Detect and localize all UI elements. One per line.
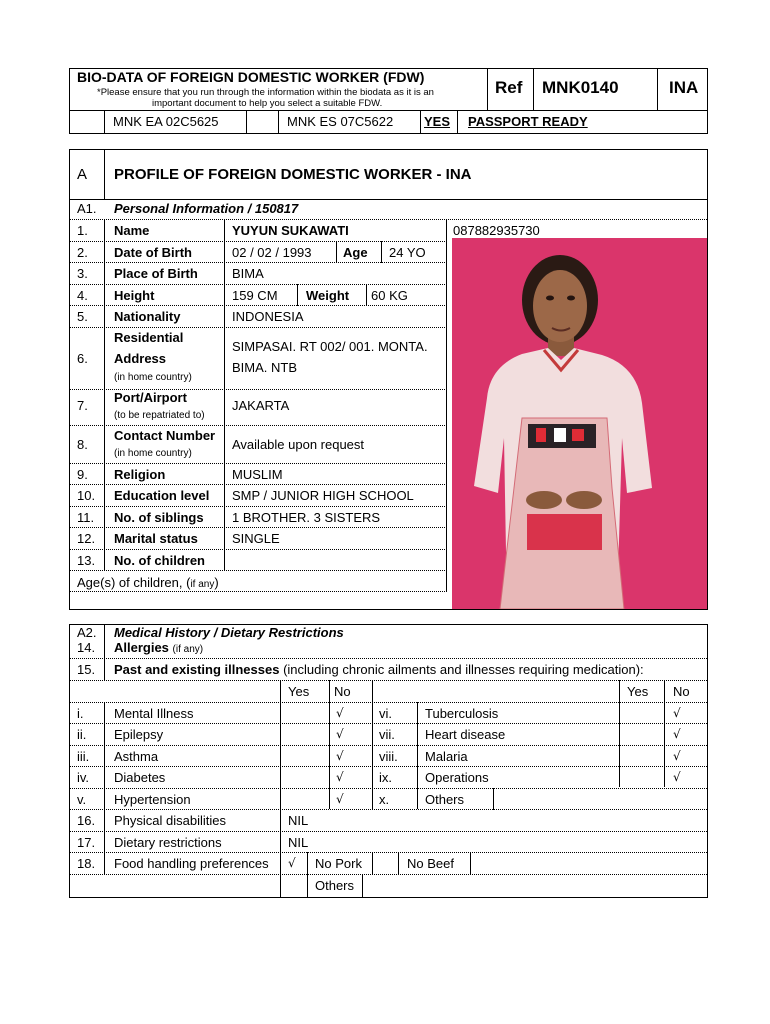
address-line1: SIMPASAI. RT 002/ 001. MONTA. [232, 339, 428, 354]
allergies-label: Allergies (if any) [114, 640, 204, 655]
illness-num: iv. [77, 770, 90, 785]
port-value: JAKARTA [232, 398, 290, 413]
row-num: 11. [77, 510, 95, 525]
marital-value: SINGLE [232, 531, 280, 546]
row-num: 1. [77, 223, 88, 238]
row-num: 12. [77, 531, 96, 546]
illness-num: viii. [379, 749, 398, 764]
illness-num: i. [77, 706, 84, 721]
check-mark: √ [673, 770, 681, 784]
row-label: Date of Birth [114, 245, 192, 260]
siblings-value: 1 BROTHER. 3 SISTERS [232, 510, 381, 525]
row-label: Dietary restrictions [114, 835, 222, 850]
row-num: 10. [77, 488, 96, 503]
birthplace-value: BIMA [232, 266, 264, 281]
row-num: 5. [77, 309, 88, 324]
age-label: Age [343, 245, 368, 260]
check-mark: √ [336, 727, 344, 741]
illness-num: v. [77, 792, 87, 807]
passport-status: PASSPORT READY [468, 114, 588, 129]
mnk-es-number: MNK ES 07C5622 [287, 114, 394, 129]
dob-value: 02 / 02 / 1993 [232, 245, 312, 260]
row-num: 4. [77, 288, 88, 303]
disabilities-value: NIL [288, 813, 309, 828]
ref-label: Ref [495, 78, 523, 97]
illness-name: Hypertension [114, 792, 191, 807]
row-label: Nationality [114, 309, 181, 324]
row-label: Food handling preferences [114, 856, 269, 871]
illness-name: Tuberculosis [425, 706, 499, 721]
phone-number: 087882935730 [453, 223, 540, 238]
check-mark: √ [673, 727, 681, 741]
address-line2: BIMA. NTB [232, 360, 298, 375]
illness-name: Epilepsy [114, 727, 164, 742]
row-label: Port/Airport [114, 390, 187, 405]
illness-num: iii. [77, 749, 90, 764]
no-header-right: No [673, 684, 690, 699]
no-pork-option: No Pork [315, 856, 362, 871]
worker-name: YUYUN SUKAWATI [232, 223, 349, 238]
allergies-num: 14. [77, 640, 96, 655]
illness-num: vii. [379, 727, 395, 742]
row-label: Religion [114, 467, 166, 482]
personal-num: A1. [77, 201, 97, 216]
row-num: 6. [77, 351, 88, 366]
row-label-2: Address [114, 351, 167, 366]
form-title: BIO-DATA OF FOREIGN DOMESTIC WORKER (FDW) [77, 69, 425, 85]
illness-name: Malaria [425, 749, 468, 764]
check-mark: √ [336, 792, 344, 806]
row-num: 3. [77, 266, 88, 281]
row-label: No. of siblings [114, 510, 204, 525]
check-mark: √ [673, 706, 681, 720]
row-note: (in home country) [114, 448, 192, 459]
illness-name: Operations [425, 770, 489, 785]
row-num: 8. [77, 437, 88, 452]
row-num: 7. [77, 398, 88, 413]
row-label: No. of children [114, 553, 205, 568]
illness-name: Mental Illness [114, 706, 194, 721]
mnk-ea-number: MNK EA 02C5625 [113, 114, 219, 129]
row-label: Name [114, 223, 150, 238]
row-note: (in home country) [114, 372, 192, 383]
section-letter: A [77, 166, 88, 183]
illness-num: ix. [379, 770, 392, 785]
check-mark: √ [336, 706, 344, 720]
row-num: 13. [77, 553, 96, 568]
yes-mark: YES [424, 114, 451, 129]
no-beef-option: No Beef [407, 856, 454, 871]
illness-num: 15. [77, 662, 96, 677]
no-header-left: No [334, 684, 351, 699]
form-note-line2: important document to help you select a suitable FDW. [152, 98, 383, 109]
personal-heading: Personal Information / 150817 [114, 201, 299, 216]
ref-value: MNK0140 [542, 78, 619, 97]
nationality-code: INA [669, 78, 699, 97]
illness-num: x. [379, 792, 390, 807]
yes-header-left: Yes [288, 684, 310, 699]
illness-name: Diabetes [114, 770, 166, 785]
illness-label: Past and existing illnesses (including chronic ailments and illnesses requiring medication): [114, 662, 644, 677]
row-num: 18. [77, 856, 96, 871]
check-mark: √ [673, 749, 681, 763]
height-value: 159 CM [232, 288, 278, 303]
row-note: (to be repatriated to) [114, 410, 205, 421]
row-label: Height [114, 288, 155, 303]
others-option: Others [315, 878, 355, 893]
photo-apron-pocket [527, 514, 602, 550]
row-label: Marital status [114, 531, 198, 546]
row-num: 16. [77, 813, 96, 828]
dietary-value: NIL [288, 835, 309, 850]
medical-num: A2. [77, 625, 97, 640]
section-title: PROFILE OF FOREIGN DOMESTIC WORKER - INA [114, 166, 472, 183]
row-label: Physical disabilities [114, 813, 226, 828]
check-mark: √ [336, 770, 344, 784]
nationality-value: INDONESIA [232, 309, 304, 324]
illness-name: Heart disease [425, 727, 506, 742]
row-label: Education level [114, 488, 210, 503]
check-mark: √ [336, 749, 344, 763]
row-label: Contact Number [114, 428, 216, 443]
children-ages-label: Age(s) of children, (if any) [77, 575, 219, 590]
medical-heading: Medical History / Dietary Restrictions [114, 625, 344, 640]
row-num: 17. [77, 835, 96, 850]
education-value: SMP / JUNIOR HIGH SCHOOL [232, 488, 414, 503]
illness-name: Others [425, 792, 465, 807]
row-label: Place of Birth [114, 266, 198, 281]
illness-name: Asthma [114, 749, 159, 764]
illness-num: vi. [379, 706, 392, 721]
weight-value: 60 KG [371, 288, 408, 303]
age-value: 24 YO [389, 245, 426, 260]
row-label: Residential [114, 330, 184, 345]
form-note-line1: *Please ensure that you run through the information within the biodata as it is an [97, 87, 434, 98]
religion-value: MUSLIM [232, 467, 283, 482]
row-num: 2. [77, 245, 88, 260]
weight-label: Weight [306, 288, 350, 303]
illness-num: ii. [77, 727, 87, 742]
contact-value: Available upon request [232, 437, 365, 452]
worker-photo [452, 238, 707, 609]
worker-photo-image [452, 238, 707, 609]
check-mark: √ [288, 856, 296, 870]
row-num: 9. [77, 467, 88, 482]
yes-header-right: Yes [627, 684, 649, 699]
